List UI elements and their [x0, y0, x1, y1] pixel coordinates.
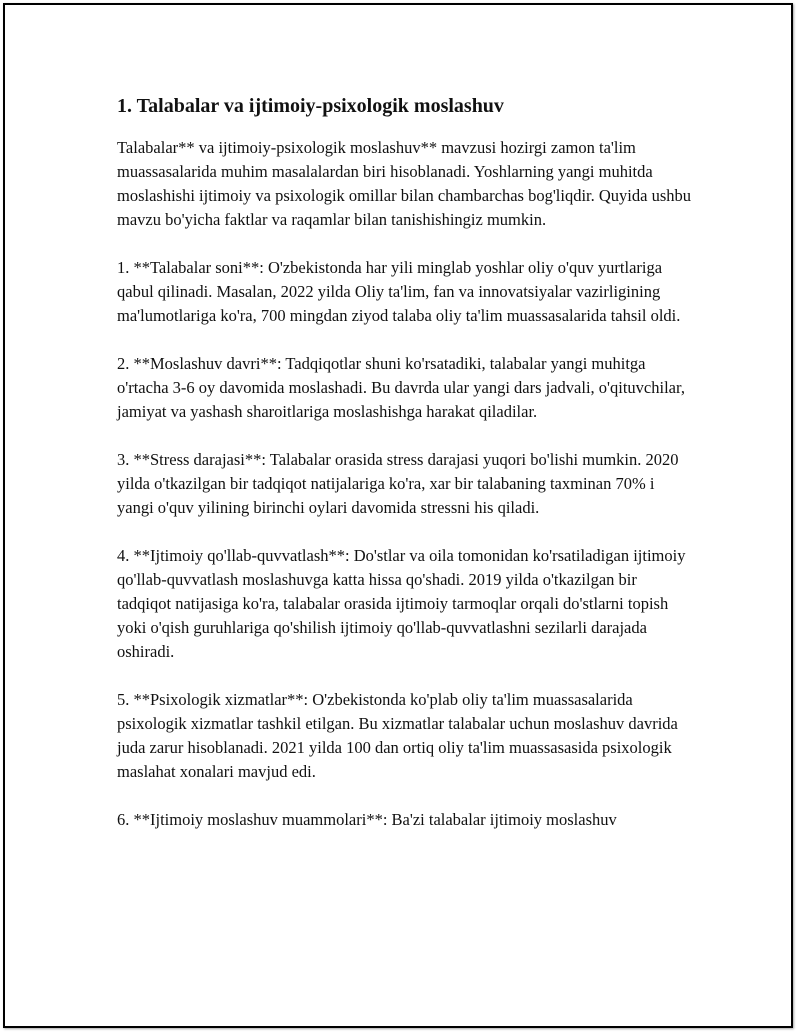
paragraph-ijtimoiy-moslashuv-muammolari: 6. **Ijtimoiy moslashuv muammolari**: Ba'zi talabalar ijtimoiy moslashuv	[117, 810, 617, 829]
intro-paragraph: Talabalar** va ijtimoiy-psixologik moslashuv** mavzusi hozirgi zamon ta'lim muassasalarida muhim masalalardan biri hisoblanadi. Yoshlarning yangi muhitda moslashishi ijtimoiy va psixologik omillar bilan chambarchas bog'liqdir. Quyida ushbu mavzu bo'yicha faktlar va raqamlar bilan tanishishingiz mumkin.	[117, 138, 691, 229]
paragraph-moslashuv-davri: 2. **Moslashuv davri**: Tadqiqotlar shuni ko'rsatadiki, talabalar yangi muhitga o'rtacha 3-6 oy davomida moslashadi. Bu davrda ular yangi dars jadvali, o'qituvchilar, jamiyat va yashash sharoitlariga moslashishga harakat qiladilar.	[117, 354, 685, 421]
paragraph-psixologik-xizmatlar: 5. **Psixologik xizmatlar**: O'zbekistonda ko'plab oliy ta'lim muassasalarida psixologik xizmatlar tashkil etilgan. Bu xizmatlar talabalar uchun moslashuv davrida juda zarur hisoblanadi. 2021 yilda 100 dan ortiq oliy ta'lim muassasasida psixologik maslahat xonalari mavjud edi.	[117, 690, 678, 781]
paragraph-talabalar-soni: 1. **Talabalar soni**: O'zbekistonda har yili minglab yoshlar oliy o'quv yurtlariga qabul qilinadi. Masalan, 2022 yilda Oliy ta'lim, fan va innovatsiyalar vazirligining ma'lumotlariga ko'ra, 700 mingdan ziyod talaba oliy ta'lim muassasalarida tahsil oldi.	[117, 258, 681, 325]
paragraph-ijtimoiy-qollab-quvvatlash: 4. **Ijtimoiy qo'llab-quvvatlash**: Do'stlar va oila tomonidan ko'rsatiladigan ijtimoiy qo'llab-quvvatlash moslashuvga katta hissa qo'shadi. 2019 yilda o'tkazilgan bir tadqiqot natijasiga ko'ra, talabalar orasida ijtimoiy tarmoqlar orqali do'stlarni topish yoki o'qish guruhlariga qo'shilish ijtimoiy qo'llab-quvvatlashni sezilarli darajada oshiradi.	[117, 546, 686, 661]
document-title: 1. Talabalar va ijtimoiy-psixologik moslashuv	[117, 95, 504, 117]
paragraph-stress-darajasi: 3. **Stress darajasi**: Talabalar orasida stress darajasi yuqori bo'lishi mumkin. 2020 yilda o'tkazilgan bir tadqiqot natijalariga ko'ra, xar bir talabaning taxminan 70% i yangi o'quv yilining birinchi oylari davomida stressni his qiladi.	[117, 450, 679, 517]
document-body	[117, 92, 692, 832]
